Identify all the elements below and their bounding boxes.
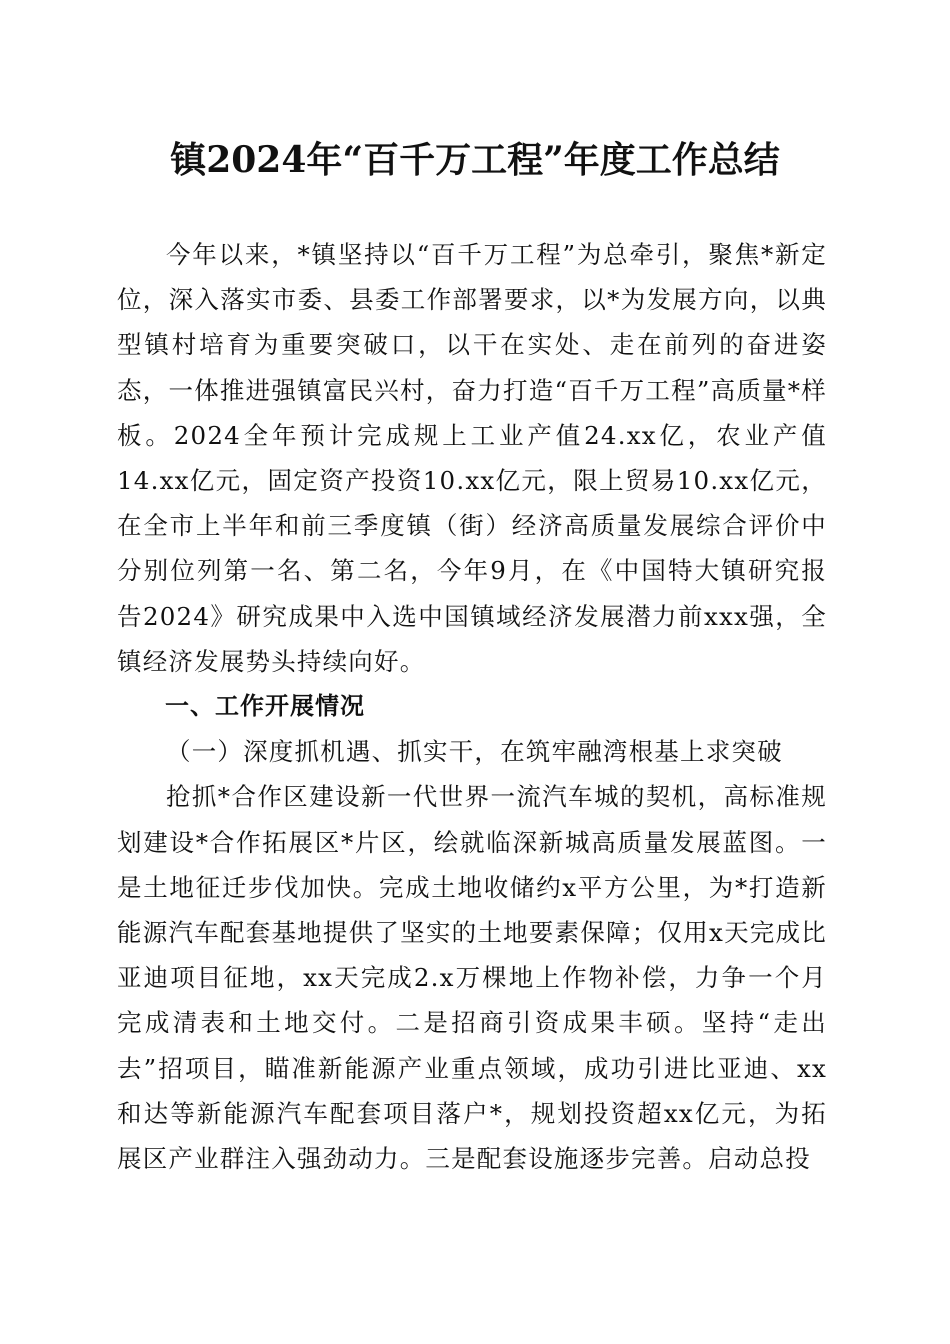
intro-paragraph: 今年以来，*镇坚持以“百千万工程”为总牵引，聚焦*新定位，深入落实市委、县委工作部署要求，以*为发展方向，以典型镇村培育为重要突破口，以干在实处、走在前列的奋进姿态，一体推进强镇富民兴村，奋力打造“百千万工程”高质量*样板。2024全年预计完成规上工业产值24.xx亿，农业产值14.xx亿元，固定资产投资10.xx亿元，限上贸易10.xx亿元，在全市上半年和前三季度镇（街）经济高质量发展综合评价中分别位列第一名、第二名，今年9月，在《中国特大镇研究报告2024》研究成果中入选中国镇域经济发展潜力前xxx强，全镇经济发展势头持续向好。 [117, 240, 827, 676]
subsection-heading-1: （一）深度抓机遇、抓实干，在筑牢融湾根基上求突破 [166, 737, 783, 767]
section-heading-work-progress: 一、工作开展情况 [165, 692, 365, 721]
document-title: 镇2024年“百千万工程”年度工作总结 [170, 139, 780, 181]
subsection-1-paragraph: 抢抓*合作区建设新一代世界一流汽车城的契机，高标准规划建设*合作拓展区*片区，绘就临深新城高质量发展蓝图。一是土地征迁步伐加快。完成土地收储约x平方公里，为*打造新能源汽车配套基地提供了坚实的土地要素保障；仅用x天完成比亚迪项目征地，xx天完成2.x万棵地上作物补偿，力争一个月完成清表和土地交付。二是招商引资成果丰硕。坚持“走出去”招项目，瞄准新能源产业重点领域，成功引进比亚迪、xx和达等新能源汽车配套项目落户*，规划投资超xx亿元，为拓展区产业群注入强劲动力。三是配套设施逐步完善。启动总投 [117, 782, 827, 1174]
document-body [117, 232, 827, 1181]
